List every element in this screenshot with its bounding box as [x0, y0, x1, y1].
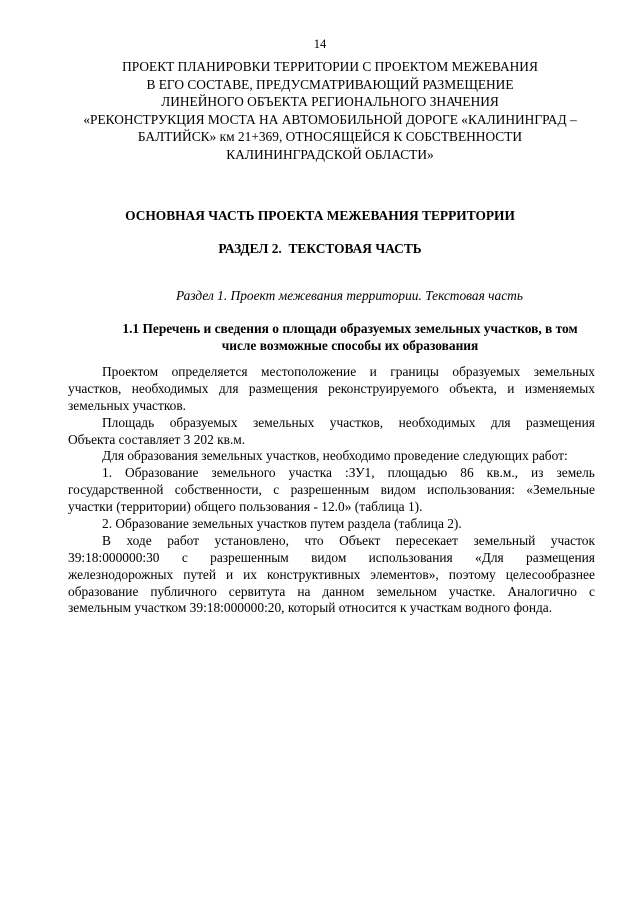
- paragraph-line: 2. Образование земельных участков путем раздела (таблица 2).: [102, 516, 462, 532]
- paragraph-line: Объекта составляет 3 202 кв.м.: [68, 431, 246, 447]
- word: целесообразнее: [505, 566, 595, 582]
- word: видом: [380, 482, 416, 498]
- word: «Земельные: [526, 482, 595, 498]
- paragraph-line: [68, 482, 595, 499]
- word: земельного: [211, 465, 276, 481]
- paragraph-line: земельным участком 39:18:000000:20, который относится к участкам водного фонда.: [68, 600, 553, 616]
- word: на: [297, 583, 311, 599]
- word: границы: [390, 364, 439, 379]
- word: что: [304, 532, 324, 548]
- word: 86: [460, 465, 474, 481]
- word: земельном: [376, 583, 437, 599]
- header-line: КАЛИНИНГРАДСКОЙ ОБЛАСТИ»: [226, 146, 434, 162]
- word: данном: [322, 583, 365, 599]
- word: 1.: [102, 465, 113, 481]
- paragraph-line: [68, 584, 595, 601]
- word: пересекает: [395, 532, 458, 548]
- word: разрешенным: [290, 482, 370, 498]
- word: размещения: [526, 414, 595, 430]
- page-number: 14: [313, 37, 327, 51]
- paragraph-line: земельных участков.: [68, 397, 187, 413]
- word: 39:18:000000:30: [68, 549, 160, 565]
- word: установлено,: [214, 532, 289, 548]
- word: размещения: [248, 380, 318, 396]
- word: и: [369, 364, 377, 379]
- word: участков,: [329, 414, 384, 430]
- paragraph-line: [68, 381, 595, 398]
- word: участке.: [448, 583, 496, 599]
- body-text: [68, 364, 595, 617]
- word: публичного: [150, 583, 217, 599]
- word: земельных: [533, 364, 595, 379]
- word: земельных: [253, 414, 315, 430]
- word: собственности,: [174, 482, 262, 498]
- italic-subtitle: Раздел 1. Проект межевания территории. Текстовая часть: [176, 288, 523, 303]
- word: для: [490, 414, 511, 430]
- word: для: [218, 380, 239, 396]
- main-title: ОСНОВНАЯ ЧАСТЬ ПРОЕКТА МЕЖЕВАНИЯ ТЕРРИТОРИИ: [125, 208, 515, 223]
- paragraph-line: [68, 364, 595, 381]
- word: сервитута: [228, 583, 286, 599]
- word: из: [531, 465, 544, 481]
- word: элементов»,: [370, 566, 439, 582]
- word: Объект: [339, 532, 381, 548]
- paragraph-line: [68, 550, 595, 567]
- word: кв.м.,: [486, 465, 519, 481]
- paragraph-line: [68, 533, 595, 550]
- header-line: БАЛТИЙСК» км 21+369, ОТНОСЯЩЕЙСЯ К СОБСТВЕННОСТИ: [137, 129, 523, 144]
- word: железнодорожных: [68, 566, 174, 582]
- word: разрешенным: [210, 549, 289, 565]
- word: Аналогично: [507, 583, 577, 599]
- word: ходе: [126, 532, 152, 548]
- word: образование: [68, 583, 139, 599]
- word: поэтому: [448, 566, 496, 582]
- word: определяется: [171, 364, 248, 379]
- section-title: РАЗДЕЛ 2. ТЕКСТОВАЯ ЧАСТЬ: [218, 241, 422, 256]
- word: образуемых: [169, 414, 238, 430]
- subsection-heading: [100, 320, 600, 354]
- word: Образование: [125, 465, 199, 481]
- header-line: ПРОЕКТ ПЛАНИРОВКИ ТЕРРИТОРИИ С ПРОЕКТОМ МЕЖЕВАНИЯ: [122, 59, 538, 74]
- word: участков,: [68, 380, 122, 396]
- word: размещения: [526, 549, 595, 565]
- word: видом: [311, 549, 347, 565]
- subsection-line: числе возможные способы их образования: [221, 338, 479, 353]
- word: использования: [368, 549, 453, 565]
- word: необходимых: [131, 380, 209, 396]
- word: участок: [550, 532, 595, 548]
- header-line: «РЕКОНСТРУКЦИЯ МОСТА НА АВТОМОБИЛЬНОЙ ДОРОГЕ «КАЛИНИНГРАД –: [83, 111, 577, 127]
- word: государственной: [68, 482, 164, 498]
- subsection-line: 1.1 Перечень и сведения о площади образуемых земельных участков, в том: [122, 321, 578, 336]
- paragraph-line: [68, 567, 595, 584]
- document-header: [60, 58, 600, 163]
- paragraph-line: [68, 465, 595, 482]
- word: земель: [556, 465, 595, 481]
- word: необходимых: [398, 414, 476, 430]
- paragraph-line: участки (территории) общего пользования - 12.0» (таблица 1).: [68, 499, 423, 515]
- word: площадью: [387, 465, 448, 481]
- word: образуемых: [452, 364, 521, 379]
- header-line: ЛИНЕЙНОГО ОБЪЕКТА РЕГИОНАЛЬНОГО ЗНАЧЕНИЯ: [161, 94, 499, 109]
- word: реконструируемого: [328, 380, 439, 396]
- word: и: [225, 566, 234, 582]
- word: :ЗУ1,: [344, 465, 375, 481]
- word: конструктивных: [266, 566, 361, 582]
- word: объекта,: [449, 380, 497, 396]
- word: работ: [167, 532, 200, 548]
- word: путей: [183, 566, 217, 582]
- word: Проектом: [102, 364, 159, 379]
- word: изменяемых: [524, 380, 595, 396]
- word: земельный: [473, 532, 536, 548]
- word: участка: [288, 465, 332, 481]
- word: использования:: [427, 482, 515, 498]
- word: с: [588, 583, 595, 599]
- header-line: В ЕГО СОСТАВЕ, ПРЕДУСМАТРИВАЮЩИЙ РАЗМЕЩЕНИЕ: [146, 76, 514, 92]
- word: и: [507, 380, 515, 396]
- word: «Для: [475, 549, 504, 565]
- word: их: [243, 566, 257, 582]
- word: с: [273, 482, 280, 498]
- word: Площадь: [102, 414, 155, 430]
- word: местоположение: [261, 364, 357, 379]
- word: с: [181, 549, 188, 565]
- paragraph-line: [68, 415, 595, 432]
- word: В: [102, 532, 111, 548]
- paragraph-line: Для образования земельных участков, необходимо проведение следующих работ:: [102, 448, 568, 464]
